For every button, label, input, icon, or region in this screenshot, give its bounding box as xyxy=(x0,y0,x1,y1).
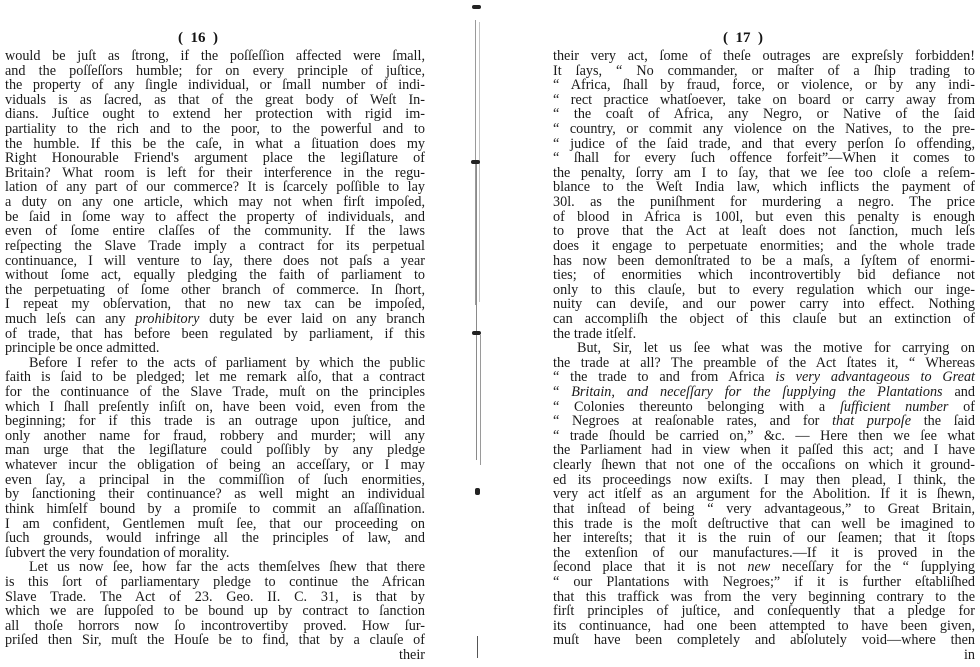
text-run: “ Africa, ſhall by fraud, force, or violence, or by any indi- xyxy=(553,77,975,94)
text-run: to prove that the Act at leaſt does not ſanction, much leſs xyxy=(553,223,975,240)
text-line xyxy=(5,151,425,166)
text-line xyxy=(553,400,975,415)
text-run: I repeat my obſervation, that no new tax can be impoſed, xyxy=(5,296,425,313)
text-line xyxy=(553,64,975,79)
text-run: without ſome act, equally pledging the faith of parliament to xyxy=(5,267,425,284)
text-run: continuance, I will venture to ſay, there does not paſs a year xyxy=(5,252,425,269)
text-run: muſt have been completely and abſolutely void—where then xyxy=(553,632,975,649)
catchword: in xyxy=(963,646,975,663)
text-run: neceſſary for the “ ſupplying xyxy=(770,559,976,576)
text-run: reſpecting the Slave Trade imply a contract for its perpetual xyxy=(5,237,425,254)
text-run: “ Colonies thereunto belonging with a xyxy=(553,398,840,415)
text-run: But, Sir, let us ſee what was the motive for carrying on xyxy=(577,340,975,357)
catchword: their xyxy=(399,646,425,663)
text-run: is this ſort of parliamentary pledge to continue the African xyxy=(5,573,425,590)
text-line xyxy=(5,180,425,195)
text-run: viduals is as ſacred, as that of the great body of Weſt In- xyxy=(5,91,425,108)
binding-stitch-mark xyxy=(472,5,481,9)
text-run: ties; of enormities which incontrovertibly bid defiance not xyxy=(553,267,975,284)
text-line xyxy=(553,517,975,532)
text-line xyxy=(5,78,425,93)
page-number-right: ( 17 ) xyxy=(723,30,763,46)
text-line xyxy=(553,546,975,561)
binding-stitch-mark xyxy=(472,331,481,335)
text-line xyxy=(553,443,975,458)
binding-stitch-mark xyxy=(471,160,480,164)
text-line xyxy=(5,619,425,634)
text-run: of blood in Africa is 100l, but even this penalty is enough xyxy=(553,208,975,225)
text-line xyxy=(553,575,975,590)
text-run: even of ſome entire claſſes of the community. If the laws xyxy=(5,223,425,240)
text-line xyxy=(553,560,975,575)
text-run: principle be once admitted. xyxy=(5,340,160,357)
text-line xyxy=(553,312,975,327)
text-run: I am confident, Gentlemen muſt ſee, that our proceeding on xyxy=(5,515,425,532)
text-line xyxy=(553,93,975,108)
text-run: Before I refer to the acts of parliament by which the public xyxy=(29,354,425,371)
text-line xyxy=(5,575,425,590)
italic-text-run: Britain, and neceſſary for the ſupplying the Plantations xyxy=(571,384,943,401)
text-run: dians. Juſtice ought to extend her protection with rigid im- xyxy=(5,106,425,123)
text-line xyxy=(553,356,975,371)
left-page xyxy=(0,0,440,667)
text-line xyxy=(5,341,425,356)
text-run: a duty on any one article, which may not when firſt impoſed, xyxy=(5,194,425,211)
text-run: Let us now ſee, how far the acts themſelves ſhew that there xyxy=(29,559,425,576)
text-line xyxy=(5,283,425,298)
text-run: the penalty, ſorry am I to ſay, that we ſee too cloſe a reſem- xyxy=(553,164,975,181)
text-run: Slave Trade. The Act of 23. Geo. II. C. 31, is that by xyxy=(5,588,425,605)
text-run: the trade itſelf. xyxy=(553,325,637,342)
text-run: ſubvert the very foundation of morality. xyxy=(5,544,230,561)
text-line xyxy=(5,531,425,546)
left-page-text xyxy=(5,49,425,663)
text-run: that this traffick was from the very beginning contrary to the xyxy=(553,588,975,605)
text-line xyxy=(553,531,975,546)
text-run: “ xyxy=(553,384,572,401)
text-line xyxy=(5,312,425,327)
text-line xyxy=(5,546,425,561)
text-line xyxy=(553,414,975,429)
text-line xyxy=(553,502,975,517)
text-line xyxy=(5,49,425,64)
text-run: whatever incur the obligation of being an acceſſary, or I may xyxy=(5,457,425,474)
text-run: her intereſts; that it is the ruin of our ſeamen; that it ſtops xyxy=(553,530,975,547)
text-line xyxy=(5,443,425,458)
text-line xyxy=(5,370,425,385)
text-line xyxy=(5,224,425,239)
text-line xyxy=(5,297,425,312)
text-run: the extenſion of our manufactures.—If it is proved in the xyxy=(553,544,975,561)
italic-text-run: is very advantageous to Great xyxy=(775,369,976,386)
text-run: “ the coaſt of Africa, any Negro, or Native of the ſaid xyxy=(553,106,975,123)
gutter-fold-line xyxy=(476,160,477,460)
text-line xyxy=(553,458,975,473)
text-run: by ſanctioning their continuance? as well might an individual xyxy=(5,486,425,503)
text-line xyxy=(553,370,975,385)
text-line xyxy=(553,604,975,619)
text-run: ed its proceedings now exiſts. I may then plead, I think, the xyxy=(553,471,975,488)
page-number-left: ( 16 ) xyxy=(178,30,218,46)
text-line xyxy=(553,180,975,195)
text-run: has now been demonſtrated to be a maſs, a ſyſtem of enormi- xyxy=(553,252,975,269)
text-line xyxy=(553,49,975,64)
text-line xyxy=(553,385,975,400)
text-run: the humble. If this be the caſe, in what a ſituation does my xyxy=(5,135,425,152)
text-run: and xyxy=(942,384,975,401)
text-run: would be juſt as ſtrong, if the poſſeſſion affected were ſmall, xyxy=(5,48,425,64)
text-line xyxy=(5,458,425,473)
text-line xyxy=(5,137,425,152)
text-line xyxy=(5,429,425,444)
text-line xyxy=(553,210,975,225)
text-run: this trade is the moſt deſtructive that can well be imagined to xyxy=(553,515,975,532)
text-run: “ rect practice whatſoever, take on board or carry away from xyxy=(553,91,975,108)
right-page xyxy=(548,0,980,667)
text-run: only to this clauſe, but to every regulation which our inge- xyxy=(553,281,975,298)
text-run: blance to the Weſt India law, which inflicts the payment of xyxy=(553,179,975,196)
text-line xyxy=(5,473,425,488)
text-run: only another name for fraud, robbery and murder; will any xyxy=(5,427,425,444)
text-run: very act itſelf as an argument for the Abolition. If it is ſhewn, xyxy=(553,486,975,503)
text-run: for the continuance of the Slave Trade, muſt on the principles xyxy=(5,384,425,401)
text-line xyxy=(5,633,425,648)
text-line xyxy=(5,400,425,415)
text-line xyxy=(5,356,425,371)
text-run: think himſelf bound by a promiſe to commit an aſſaſſination. xyxy=(5,500,425,517)
text-line xyxy=(553,633,975,648)
text-run: Britain? What room is left for their interference in the regu- xyxy=(5,164,425,181)
text-run: and the poſſeſſors humble; for on every principle of juſtice, xyxy=(5,62,425,79)
text-line xyxy=(553,166,975,181)
text-run: Right Honourable Friend's argument place the legiſlature of xyxy=(5,150,425,167)
gutter-fold-line xyxy=(480,335,481,465)
text-line xyxy=(553,195,975,210)
text-run: nuity can deviſe, and our power carry into effect. Nothing xyxy=(553,296,975,313)
text-line xyxy=(5,414,425,429)
text-line xyxy=(5,560,425,575)
text-line xyxy=(553,268,975,283)
text-run: duty be ever laid on any branch xyxy=(199,310,425,327)
italic-text-run: ſufficient number xyxy=(839,398,949,415)
text-run: man urge that the legiſlature could poſſibly by any pledge xyxy=(5,442,425,459)
text-run: clearly ſhewn that not one of the occaſions on which it ground- xyxy=(553,457,975,474)
text-line xyxy=(553,341,975,356)
text-run: “ trade ſhould be carried on,” &c. — Here then we ſee what xyxy=(553,427,975,444)
text-line xyxy=(5,385,425,400)
text-run: ſecond place that it is not xyxy=(553,559,748,576)
text-run: can accompliſh the object of this clauſe but an extinction of xyxy=(553,310,975,327)
text-run: be ſaid in ſome way to affect the property of individuals, and xyxy=(5,208,425,225)
text-run: firſt principles of juſtice, and conſequently that a pledge for xyxy=(553,603,975,620)
text-run: ſuch grounds, would infringe all the principles of law, and xyxy=(5,530,425,547)
text-run: their very act, ſome of theſe outrages are expreſsly forbidden! xyxy=(553,48,975,64)
text-line xyxy=(553,590,975,605)
text-run: that inſtead of being “ very advantageous,” to Great Britain, xyxy=(553,500,975,517)
italic-text-run: new xyxy=(747,559,771,576)
text-run: the ſaid xyxy=(911,413,975,430)
text-run: “ Negroes at reaſonable rates, and for xyxy=(553,413,833,430)
text-line xyxy=(5,517,425,532)
text-run: “ our Plantations with Negroes;” if it is further eſtabliſhed xyxy=(553,573,975,590)
text-run: “ the trade to and from Africa xyxy=(553,369,776,386)
text-run: priſed then Sir, muſt the Houſe be to find, that by a clauſe of xyxy=(5,632,425,649)
text-line xyxy=(553,122,975,137)
text-line xyxy=(5,604,425,619)
text-line xyxy=(553,327,975,342)
text-run: does it engage to perpetuate enormities; and the whole trade xyxy=(553,237,975,254)
text-run: its continuance, had one been attempted to have been given, xyxy=(553,617,975,634)
text-line xyxy=(553,473,975,488)
text-line xyxy=(5,268,425,283)
text-run: the trade at all? The preamble of the Act ſtates it, “ Whereas xyxy=(553,354,975,371)
text-line xyxy=(553,429,975,444)
text-line xyxy=(553,239,975,254)
text-line xyxy=(5,107,425,122)
text-line xyxy=(553,254,975,269)
text-line xyxy=(553,78,975,93)
text-run: which I ſhall preſently inſiſt on, have been void, even from the xyxy=(5,398,425,415)
text-run: faith is ſaid to be pledged; let me remark alſo, that a contract xyxy=(5,369,425,386)
text-run: “ country, or commit any violence on the Natives, to the pre- xyxy=(553,121,975,138)
text-line xyxy=(553,297,975,312)
text-run: 30l. as the puniſhment for murdering a negro. The price xyxy=(553,194,975,211)
text-line xyxy=(553,151,975,166)
text-run: the perpetuating of ſome other branch of commerce. In ſhort, xyxy=(5,281,425,298)
text-line xyxy=(553,224,975,239)
text-run: the property of any ſingle individual, or ſmall number of indi- xyxy=(5,77,425,94)
text-run: of trade, that has before been regulated by parliament, if this xyxy=(5,325,425,342)
text-run: all thoſe horrors now ſo incontrovertiby proved. How ſur- xyxy=(5,617,425,634)
text-run: which we are ſuppoſed to be bound up by contract to ſanction xyxy=(5,603,425,620)
text-line xyxy=(5,239,425,254)
text-line xyxy=(553,107,975,122)
text-line xyxy=(5,122,425,137)
text-line xyxy=(553,619,975,634)
italic-text-run: prohibitory xyxy=(135,310,200,327)
text-run: the Parliament had in view when it paſſed this act; and I have xyxy=(553,442,975,459)
right-page-text xyxy=(553,49,975,663)
text-run: “ ſhall for every ſuch offence forfeit”—When it comes to xyxy=(553,150,975,167)
text-line xyxy=(5,210,425,225)
text-line xyxy=(5,590,425,605)
text-run: of xyxy=(948,398,975,415)
text-run: partiality to the rich and to the poor, to the powerful and to xyxy=(5,121,425,138)
text-line xyxy=(5,327,425,342)
text-line xyxy=(5,64,425,79)
text-run: “ judice of the ſaid trade, and that every perſon ſo offending, xyxy=(553,135,975,152)
gutter-fold-line xyxy=(477,636,478,658)
text-line xyxy=(5,166,425,181)
text-line xyxy=(5,254,425,269)
text-run: lation of any part of our commerce? It is ſcarcely poſſible to lay xyxy=(5,179,425,196)
book-gutter xyxy=(458,0,498,667)
text-line xyxy=(5,487,425,502)
text-run: It ſays, “ No commander, or maſter of a ſhip trading to xyxy=(553,62,975,79)
text-line xyxy=(5,195,425,210)
text-run: much leſs can any xyxy=(5,310,136,327)
text-line xyxy=(5,502,425,517)
text-line xyxy=(553,487,975,502)
text-line xyxy=(553,283,975,298)
text-line xyxy=(553,137,975,152)
binding-stitch-mark xyxy=(475,488,480,495)
text-run: even ſay, a principal in the commiſſion of ſuch enormities, xyxy=(5,471,425,488)
text-run: beginning; for if this trade is an outrage upon juſtice, and xyxy=(5,413,425,430)
text-line xyxy=(5,93,425,108)
italic-text-run: that purpoſe xyxy=(832,413,911,430)
